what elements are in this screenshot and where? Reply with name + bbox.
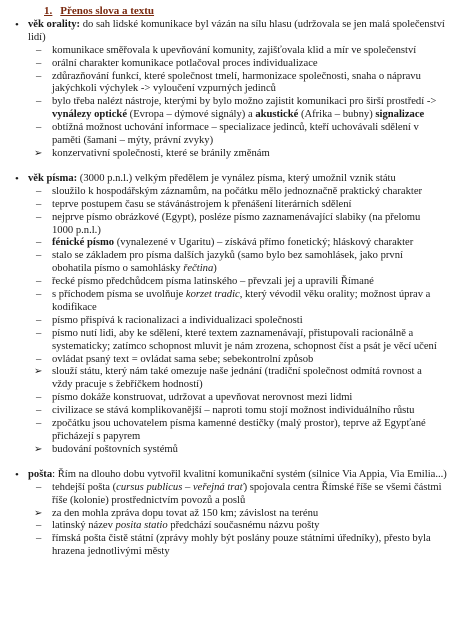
dash-bullet-icon: – xyxy=(36,185,42,197)
list-item-text xyxy=(52,520,319,531)
text-run: , který vévodil věku orality; možnost úprav a kodifikace xyxy=(52,289,431,313)
arrow-bullet-icon: ➢ xyxy=(34,366,43,378)
list-item-text: za den mohla zpráva dopu tovat až 150 km; závislost na terénu xyxy=(52,507,319,519)
text-run: ) xyxy=(213,263,217,275)
arrow-bullet-icon: ➢ xyxy=(34,443,43,455)
italic-term: korzet tradic xyxy=(185,289,240,301)
list-item-text: slouží státu, který nám také omezuje naše jednání (tradiční společnost odmítá rovnost a vždy pracuje s žebříčkem hodností) xyxy=(52,366,422,391)
list-item xyxy=(0,96,466,122)
dash-bullet-icon: – xyxy=(36,198,42,210)
list-item xyxy=(0,405,466,418)
bullet-dot-icon: • xyxy=(15,172,19,185)
italic-term: řečtina xyxy=(183,263,214,275)
list-item xyxy=(0,392,466,405)
list-item-text xyxy=(52,289,430,313)
dash-bullet-icon: – xyxy=(36,533,42,545)
list-item xyxy=(0,276,466,289)
list-item xyxy=(0,354,466,367)
section-oralita xyxy=(0,19,466,161)
list-item xyxy=(0,148,466,161)
dash-bullet-icon: – xyxy=(36,405,42,417)
list-item-text: řecké písmo předchůdcem písma latinského – převzali jej a upravili Římané xyxy=(52,276,374,288)
list-item-text: konzervativní společnosti, které se bránily změnám xyxy=(52,147,270,159)
dash-bullet-icon: – xyxy=(36,289,42,301)
text-run: (Afrika – bubny) xyxy=(298,109,376,121)
list-item-text: sloužilo k hospodářským záznamům, na počátku mělo jednoznačně praktický charakter xyxy=(52,185,423,197)
section-intro xyxy=(0,173,466,186)
dash-bullet-icon: – xyxy=(36,314,42,326)
list-item xyxy=(0,315,466,328)
list-item-text: obtížná možnost uchování informace – specializace jedinců, kteří uchovávali sdělení v paměti (šamani – mýty, právní zvyky) xyxy=(52,122,419,147)
list-item xyxy=(0,250,466,276)
dash-bullet-icon: – xyxy=(36,418,42,430)
list-item-text: písmo dokáže konstruovat, udržovat a upevňovat nerovnost mezi lidmi xyxy=(52,392,353,404)
dash-bullet-icon: – xyxy=(36,250,42,262)
list-item-text: budování poštovních systémů xyxy=(52,443,178,455)
bold-term: akustické xyxy=(255,109,299,121)
dash-bullet-icon: – xyxy=(36,70,42,82)
section-intro-term: pošta xyxy=(28,468,53,480)
list-item-text: civilizace se stává komplikovanější – naproti tomu stojí možnost individuálního růstu xyxy=(52,405,415,417)
list-item xyxy=(0,289,466,315)
list-item-text xyxy=(52,96,436,120)
list-item xyxy=(0,444,466,457)
bold-term: signalizace xyxy=(375,109,425,121)
list-item-text xyxy=(52,250,403,274)
list-item-text: písmo přispívá k racionalizaci a individualizaci společnosti xyxy=(52,314,303,326)
list-item xyxy=(0,122,466,148)
italic-term: posita statio xyxy=(115,520,168,532)
text-run: tehdejší pošta ( xyxy=(52,481,117,493)
list-item-text xyxy=(52,237,413,248)
dash-bullet-icon: – xyxy=(36,392,42,404)
list-item-text: orální charakter komunikace potlačoval proces individualizace xyxy=(52,57,318,69)
list-item xyxy=(0,199,466,212)
dash-bullet-icon: – xyxy=(36,481,42,493)
text-run: bylo třeba nalézt nástroje, kterými by bylo možno zajistit komunikaci pro širší prostředí -> xyxy=(52,96,437,108)
text-run: (Evropa – dýmové signály) a xyxy=(127,109,256,121)
arrow-bullet-icon: ➢ xyxy=(34,147,43,159)
section-intro-term: věk orality: xyxy=(28,18,81,30)
section-intro-term: věk písma: xyxy=(28,172,78,184)
list-item-text: písmo nutí lidi, aby ke sdělení, které textem zaznamenávají, přistupovali racionálně a systematicky; zatímco schopnost mluvit je nám zrozena, schopnost číst a psát je věcí učení xyxy=(52,327,437,352)
list-item xyxy=(0,212,466,238)
list-item xyxy=(0,482,466,508)
dash-bullet-icon: – xyxy=(36,520,42,532)
list-item-text: ovládat psaný text = ovládat sama sebe; sebekontrolní způsob xyxy=(52,353,314,365)
dash-bullet-icon: – xyxy=(36,276,42,288)
heading-number: 1. xyxy=(44,5,53,17)
list-item-text: komunikace směřovala k upevňování komunity, zajišťovala klid a mír ve společenství xyxy=(52,44,417,56)
list-item xyxy=(0,45,466,58)
heading-title: Přenos slova a textu xyxy=(60,5,155,17)
text-run: (vynalezené v Ugaritu) – získává přímo fonetický; hláskový charakter xyxy=(114,237,414,249)
dash-bullet-icon: – xyxy=(36,327,42,339)
section-intro-text: (3000 p.n.l.) velkým předělem je vynález písma, který umožnil vznik státu xyxy=(77,172,396,184)
list-item xyxy=(0,186,466,199)
section-intro-text: : Řím na dlouho dobu vytvořil kvalitní komunikační systém (silnice Via Appia, Via Emilia...) xyxy=(52,468,447,480)
dash-bullet-icon: – xyxy=(36,122,42,134)
section-intro xyxy=(0,19,466,45)
dash-bullet-icon: – xyxy=(36,211,42,223)
text-run: stalo se základem pro písma dalších jazyků (samo bylo bez samohlásek, jako první obohatila písmo o samohlásky xyxy=(52,250,403,275)
text-run: s příchodem písma se uvolňuje xyxy=(52,289,186,301)
list-item xyxy=(0,533,466,559)
section-intro xyxy=(0,469,466,482)
dash-bullet-icon: – xyxy=(36,96,42,108)
list-item-text: římská pošta čistě státní (zprávy mohly být poslány pouze státními úředníky), přesto byla hrazena jednotlivými městy xyxy=(52,533,431,558)
sections-container xyxy=(0,19,466,559)
list-item-text: teprve postupem času se stávánástrojem k přenášení literárních sdělení xyxy=(52,198,352,210)
list-item-text xyxy=(52,482,442,506)
italic-term: cursus publicus – veřejná trať xyxy=(116,481,244,493)
section-heading xyxy=(44,5,466,18)
dash-bullet-icon: – xyxy=(36,44,42,56)
text-run: předchází současnému názvu pošty xyxy=(167,520,320,532)
list-item xyxy=(0,520,466,533)
bold-term: fénické písmo xyxy=(52,237,115,249)
section-intro-text: do sah lidské komunikace byl vázán na sílu hlasu (udržovala se jen malá společenství lidí) xyxy=(28,18,445,43)
arrow-bullet-icon: ➢ xyxy=(34,507,43,519)
dash-bullet-icon: – xyxy=(36,237,42,249)
text-run: latinský název xyxy=(52,520,116,532)
list-item xyxy=(0,58,466,71)
list-item xyxy=(0,418,466,444)
list-item xyxy=(0,237,466,250)
dash-bullet-icon: – xyxy=(36,57,42,69)
bullet-dot-icon: • xyxy=(15,18,19,31)
list-item xyxy=(0,71,466,97)
list-item-text: zpočátku jsou uchovatelem písma kamenné destičky (malý prostor), teprve až Egypťané přicházejí s papyrem xyxy=(52,418,426,442)
bullet-dot-icon: • xyxy=(15,468,19,481)
section-pismo xyxy=(0,173,466,457)
list-item-text: nejprve písmo obrázkové (Egypt), posléze písmo zaznamenávající slabiky (na přelomu 1000 p.n.l.) xyxy=(52,211,421,236)
dash-bullet-icon: – xyxy=(36,353,42,365)
section-gap xyxy=(0,161,466,173)
bold-term: vynálezy optické xyxy=(52,109,128,121)
list-item xyxy=(0,508,466,521)
list-item-text: zdůrazňování funkcí, které společnost tmelí, harmonizace společnosti, snaha o nápravu jakýchkoli výchylek -> vyloučení vzpurných jedinců xyxy=(52,70,421,95)
list-item xyxy=(0,328,466,354)
section-posta xyxy=(0,469,466,559)
text-run: ) spojovala centra Římské říše se všemi částmi říše (kolonie) prostřednictvím povozů a poslů xyxy=(52,481,442,506)
list-item xyxy=(0,366,466,392)
section-gap xyxy=(0,457,466,469)
